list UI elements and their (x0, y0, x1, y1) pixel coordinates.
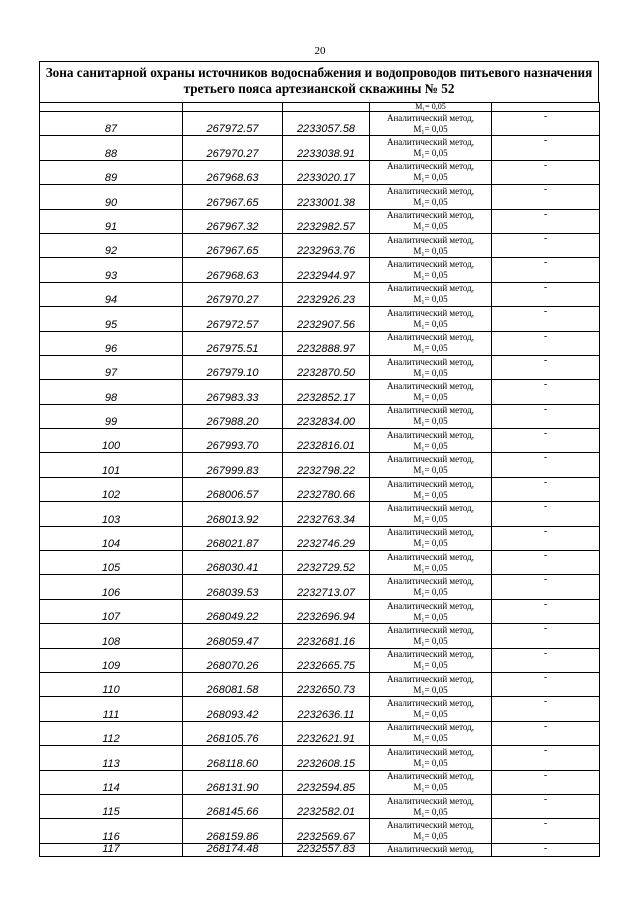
method-value: M₁= 0,05 (413, 660, 448, 671)
note-cell: - (492, 233, 600, 257)
method-cell (370, 648, 492, 672)
x-coordinate-cell: 268174.48 (183, 843, 283, 856)
note-cell: - (492, 160, 600, 184)
x-coordinate-cell: 268059.47 (183, 624, 283, 648)
y-coordinate-cell: 2232798.22 (283, 453, 370, 477)
note-cell: - (492, 599, 600, 623)
y-coordinate-cell: 2233057.58 (283, 112, 370, 136)
note-cell: - (492, 526, 600, 550)
method-value: M₁= 0,05 (413, 172, 448, 183)
method-value: M₁= 0,05 (413, 367, 448, 378)
method-cell (370, 112, 492, 136)
x-coordinate-cell: 267970.27 (183, 136, 283, 160)
table-row (40, 819, 600, 843)
note-cell: - (492, 331, 600, 355)
note-cell: - (492, 551, 600, 575)
point-number-cell: 100 (40, 429, 183, 453)
method-label: Аналитический метод, (386, 551, 475, 562)
method-cell (370, 672, 492, 696)
method-label: Аналитический метод, (386, 478, 475, 489)
method-label: Аналитический метод, (386, 771, 475, 782)
table-row (40, 624, 600, 648)
x-coordinate-cell: 267970.27 (183, 282, 283, 306)
x-coordinate-cell: 267988.20 (183, 404, 283, 428)
method-cell (370, 697, 492, 721)
note-cell: - (492, 112, 600, 136)
method-label: Аналитический метод, (386, 454, 475, 465)
y-coordinate-cell: 2232870.50 (283, 355, 370, 379)
table-row (40, 112, 600, 136)
note-cell: - (492, 648, 600, 672)
table-row (40, 209, 600, 233)
x-coordinate-cell: 268081.58 (183, 672, 283, 696)
method-cell (370, 794, 492, 818)
point-number-cell: 116 (40, 819, 183, 843)
y-coordinate-cell: 2232982.57 (283, 209, 370, 233)
point-number-cell: 106 (40, 575, 183, 599)
y-coordinate-cell: 2232557.83 (283, 843, 370, 856)
note-cell: - (492, 477, 600, 501)
point-number-cell: 110 (40, 672, 183, 696)
method-value: M₁= 0,05 (413, 196, 448, 207)
method-value: M₁= 0,05 (413, 148, 448, 159)
y-coordinate-cell: 2232763.34 (283, 502, 370, 526)
point-number-cell: 115 (40, 794, 183, 818)
y-coordinate-cell: 2232907.56 (283, 307, 370, 331)
y-coordinate-cell: 2232582.01 (283, 794, 370, 818)
point-number-cell: 87 (40, 112, 183, 136)
method-label: Аналитический метод, (386, 722, 475, 733)
method-cell (370, 380, 492, 404)
x-coordinate-cell: 268105.76 (183, 721, 283, 745)
method-cell (370, 331, 492, 355)
y-coordinate-cell: 2232816.01 (283, 429, 370, 453)
method-label: Аналитический метод, (386, 234, 475, 245)
method-value: M₁= 0,05 (413, 806, 448, 817)
method-label: Аналитический метод, (386, 820, 475, 831)
method-label: Аналитический метод, (386, 380, 475, 391)
method-value: M₁= 0,05 (413, 562, 448, 573)
y-coordinate-cell: 2232569.67 (283, 819, 370, 843)
method-label: Аналитический метод, (386, 576, 475, 587)
y-coordinate-cell: 2232650.73 (283, 672, 370, 696)
method-cell (370, 404, 492, 428)
method-cell (370, 429, 492, 453)
method-label: Аналитический метод, (386, 307, 475, 318)
method-label: Аналитический метод, (386, 673, 475, 684)
y-coordinate-cell: 2232594.85 (283, 770, 370, 794)
point-number-cell: 92 (40, 233, 183, 257)
note-cell: - (492, 502, 600, 526)
method-cell (370, 477, 492, 501)
table-row (40, 355, 600, 379)
x-coordinate-cell: 268070.26 (183, 648, 283, 672)
table-row (40, 551, 600, 575)
note-cell: - (492, 672, 600, 696)
method-cell (370, 819, 492, 843)
y-coordinate-cell: 2232681.16 (283, 624, 370, 648)
point-number-cell: 113 (40, 746, 183, 770)
point-number-cell: 111 (40, 697, 183, 721)
note-cell: - (492, 429, 600, 453)
y-coordinate-cell: 2232963.76 (283, 233, 370, 257)
x-coordinate-cell: 268039.53 (183, 575, 283, 599)
method-cell (370, 502, 492, 526)
table-row (40, 697, 600, 721)
x-coordinate-cell: 268118.60 (183, 746, 283, 770)
method-label: Аналитический метод, (386, 283, 475, 294)
method-value: M₁= 0,05 (413, 123, 448, 134)
table-row (40, 404, 600, 428)
point-number-cell: 96 (40, 331, 183, 355)
coordinates-table-body (40, 103, 600, 857)
x-coordinate-cell: 267968.63 (183, 258, 283, 282)
x-coordinate-cell: 267972.57 (183, 307, 283, 331)
point-number-cell: 103 (40, 502, 183, 526)
title-line-2: третьего пояса артезианской скважины № 52 (183, 81, 455, 96)
x-coordinate-cell: 267983.33 (183, 380, 283, 404)
method-cell (370, 160, 492, 184)
method-cell (370, 185, 492, 209)
method-cell (370, 136, 492, 160)
method-value: M₁= 0,05 (413, 782, 448, 793)
x-coordinate-cell: 268131.90 (183, 770, 283, 794)
point-number-cell: 114 (40, 770, 183, 794)
method-cell (370, 355, 492, 379)
point-number-cell: 88 (40, 136, 183, 160)
method-value: M₁= 0,05 (413, 587, 448, 598)
table-row (40, 282, 600, 306)
x-coordinate-cell: 267968.63 (183, 160, 283, 184)
method-value: M₁= 0,05 (413, 440, 448, 451)
table-row (40, 307, 600, 331)
document-title (39, 61, 599, 103)
coordinates-table (39, 102, 600, 857)
note-cell: - (492, 819, 600, 843)
method-label: Аналитический метод, (386, 112, 475, 123)
title-line-1: Зона санитарной охраны источников водоснабжения и водопроводов питьевого назначения (45, 65, 593, 80)
method-label: Аналитический метод, (386, 185, 475, 196)
method-label: Аналитический метод, (386, 698, 475, 709)
method-value: M₁= 0,05 (413, 294, 448, 305)
note-cell (492, 103, 600, 112)
method-value: M₁= 0,05 (413, 757, 448, 768)
table-row (40, 453, 600, 477)
note-cell: - (492, 770, 600, 794)
table-row (40, 185, 600, 209)
note-cell: - (492, 185, 600, 209)
x-coordinate-cell: 267975.51 (183, 331, 283, 355)
method-value: M₁= 0,05 (413, 270, 448, 281)
x-coordinate-cell (183, 103, 283, 112)
point-number-cell: 108 (40, 624, 183, 648)
note-cell: - (492, 258, 600, 282)
y-coordinate-cell: 2232621.91 (283, 721, 370, 745)
x-coordinate-cell: 267972.57 (183, 112, 283, 136)
table-row-continued (40, 103, 600, 112)
note-cell: - (492, 209, 600, 233)
page-number: 20 (314, 45, 326, 57)
x-coordinate-cell: 268159.86 (183, 819, 283, 843)
point-number-cell: 112 (40, 721, 183, 745)
method-label: Аналитический метод, (386, 210, 475, 221)
method-cell (370, 599, 492, 623)
method-cell (370, 843, 492, 856)
point-number-cell: 97 (40, 355, 183, 379)
x-coordinate-cell: 268013.92 (183, 502, 283, 526)
point-number-cell: 107 (40, 599, 183, 623)
x-coordinate-cell: 268145.66 (183, 794, 283, 818)
y-coordinate-cell: 2232852.17 (283, 380, 370, 404)
note-cell: - (492, 282, 600, 306)
method-label: Аналитический метод, (386, 746, 475, 757)
x-coordinate-cell: 268030.41 (183, 551, 283, 575)
point-number-cell: 93 (40, 258, 183, 282)
y-coordinate-cell: 2232696.94 (283, 599, 370, 623)
method-value: M₁= 0,05 (413, 709, 448, 720)
method-cell (370, 721, 492, 745)
table-row (40, 721, 600, 745)
y-coordinate-cell: 2232713.07 (283, 575, 370, 599)
table-row (40, 233, 600, 257)
point-number-cell: 89 (40, 160, 183, 184)
y-coordinate-cell: 2232944.97 (283, 258, 370, 282)
note-cell: - (492, 307, 600, 331)
note-cell: - (492, 746, 600, 770)
table-row (40, 599, 600, 623)
method-value: M₁= 0,05 (413, 538, 448, 549)
method-value: M₁= 0,05 (413, 416, 448, 427)
method-label: Аналитический метод, (386, 624, 475, 635)
note-cell: - (492, 404, 600, 428)
method-value: M₁= 0,05 (413, 245, 448, 256)
point-number-cell: 95 (40, 307, 183, 331)
method-cell (370, 258, 492, 282)
table-row (40, 258, 600, 282)
note-cell: - (492, 843, 600, 856)
y-coordinate-cell: 2233038.91 (283, 136, 370, 160)
note-cell: - (492, 136, 600, 160)
method-cell (370, 526, 492, 550)
method-value: M₁= 0,05 (413, 391, 448, 402)
method-cell (370, 103, 492, 112)
note-cell: - (492, 380, 600, 404)
method-cell (370, 551, 492, 575)
point-number-cell: 99 (40, 404, 183, 428)
table-row (40, 331, 600, 355)
y-coordinate-cell: 2233020.17 (283, 160, 370, 184)
y-coordinate-cell: 2232636.11 (283, 697, 370, 721)
y-coordinate-cell: 2232665.75 (283, 648, 370, 672)
y-coordinate-cell: 2232926.23 (283, 282, 370, 306)
point-number-cell: 109 (40, 648, 183, 672)
point-number-cell: 101 (40, 453, 183, 477)
point-number-cell (40, 103, 183, 112)
point-number-cell: 102 (40, 477, 183, 501)
note-cell: - (492, 624, 600, 648)
method-cell (370, 307, 492, 331)
table-row (40, 380, 600, 404)
x-coordinate-cell: 268021.87 (183, 526, 283, 550)
y-coordinate-cell (283, 103, 370, 112)
method-label: Аналитический метод, (386, 600, 475, 611)
table-row (40, 477, 600, 501)
y-coordinate-cell: 2232729.52 (283, 551, 370, 575)
method-value: M₁= 0,05 (413, 733, 448, 744)
method-value: M₁= 0,05 (413, 465, 448, 476)
x-coordinate-cell: 267967.65 (183, 233, 283, 257)
method-value: M₁= 0,05 (413, 343, 448, 354)
y-coordinate-cell: 2232888.97 (283, 331, 370, 355)
table-row (40, 648, 600, 672)
table-row (40, 746, 600, 770)
table-row (40, 136, 600, 160)
method-value: M₁= 0,05 (413, 318, 448, 329)
method-label: Аналитический метод, (386, 429, 475, 440)
note-cell: - (492, 697, 600, 721)
table-row (40, 843, 600, 856)
x-coordinate-cell: 267979.10 (183, 355, 283, 379)
method-value: M₁= 0,05 (413, 611, 448, 622)
y-coordinate-cell: 2233001.38 (283, 185, 370, 209)
y-coordinate-cell: 2232834.00 (283, 404, 370, 428)
method-value: M₁= 0,05 (413, 684, 448, 695)
method-cell (370, 282, 492, 306)
point-number-cell: 91 (40, 209, 183, 233)
table-row (40, 502, 600, 526)
method-label: Аналитический метод, (386, 161, 475, 172)
x-coordinate-cell: 267967.32 (183, 209, 283, 233)
method-label: Аналитический метод, (386, 502, 475, 513)
table-row (40, 526, 600, 550)
note-cell: - (492, 575, 600, 599)
method-cell (370, 453, 492, 477)
method-value: M₁= 0,05 (413, 513, 448, 524)
method-cell (370, 746, 492, 770)
method-value: M₁= 0,05 (415, 102, 446, 111)
x-coordinate-cell: 268049.22 (183, 599, 283, 623)
x-coordinate-cell: 267967.65 (183, 185, 283, 209)
method-label: Аналитический метод, (386, 843, 475, 854)
method-label: Аналитический метод, (386, 527, 475, 538)
method-cell (370, 624, 492, 648)
point-number-cell: 105 (40, 551, 183, 575)
method-label: Аналитический метод, (386, 405, 475, 416)
method-cell (370, 575, 492, 599)
method-label: Аналитический метод, (386, 137, 475, 148)
x-coordinate-cell: 267999.83 (183, 453, 283, 477)
point-number-cell: 104 (40, 526, 183, 550)
y-coordinate-cell: 2232608.15 (283, 746, 370, 770)
method-cell (370, 770, 492, 794)
note-cell: - (492, 355, 600, 379)
table-row (40, 672, 600, 696)
point-number-cell: 98 (40, 380, 183, 404)
table-row (40, 429, 600, 453)
method-label: Аналитический метод, (386, 795, 475, 806)
x-coordinate-cell: 268093.42 (183, 697, 283, 721)
x-coordinate-cell: 267993.70 (183, 429, 283, 453)
method-value: M₁= 0,05 (413, 635, 448, 646)
table-row (40, 160, 600, 184)
y-coordinate-cell: 2232780.66 (283, 477, 370, 501)
note-cell: - (492, 794, 600, 818)
point-number-cell: 90 (40, 185, 183, 209)
point-number-cell: 117 (40, 843, 183, 856)
point-number-cell: 94 (40, 282, 183, 306)
note-cell: - (492, 453, 600, 477)
x-coordinate-cell: 268006.57 (183, 477, 283, 501)
method-value: M₁= 0,05 (413, 489, 448, 500)
method-label: Аналитический метод, (386, 356, 475, 367)
method-label: Аналитический метод, (386, 649, 475, 660)
method-value: M₁= 0,05 (413, 831, 448, 842)
note-cell: - (492, 721, 600, 745)
table-row (40, 794, 600, 818)
table-row (40, 575, 600, 599)
table-row (40, 770, 600, 794)
y-coordinate-cell: 2232746.29 (283, 526, 370, 550)
method-cell (370, 209, 492, 233)
method-value: M₁= 0,05 (413, 221, 448, 232)
method-label: Аналитический метод, (386, 332, 475, 343)
method-cell (370, 233, 492, 257)
method-label: Аналитический метод, (386, 259, 475, 270)
